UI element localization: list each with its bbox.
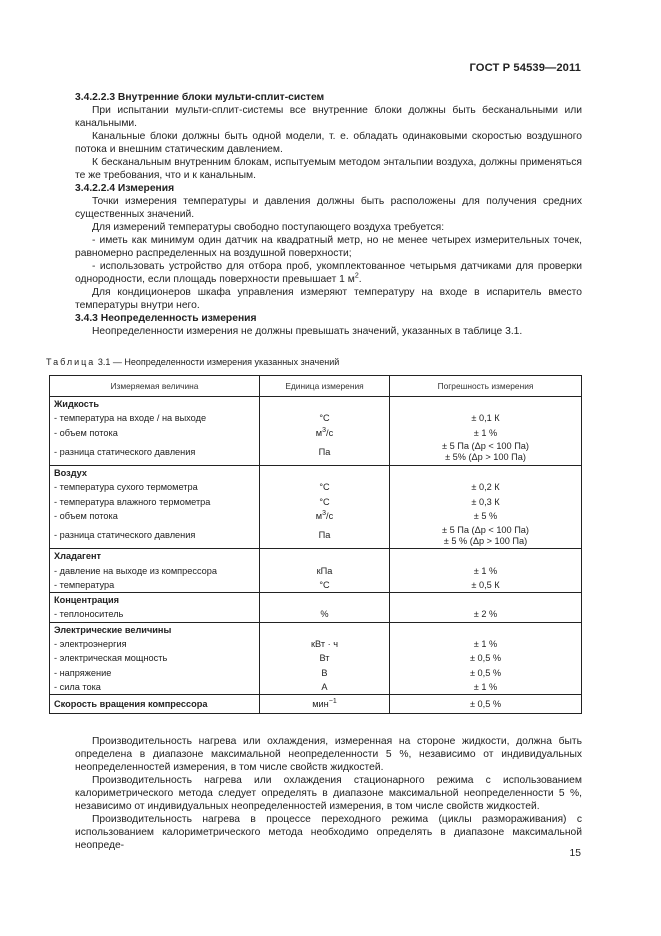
cell-error: ± 5 Па (Δр < 100 Па) ± 5% (Δр > 100 Па) (390, 440, 582, 466)
cell-quantity: - температура сухого термометра (50, 480, 260, 494)
cell-quantity: - разница статического давления (50, 523, 260, 549)
paragraph: К бесканальным внутренним блокам, испытуемым методом энтальпии воздуха, должны применяться те же требования, что и к канальным. (75, 157, 582, 181)
cell-error: ± 1 % (390, 637, 582, 651)
cell-unit: $м^3/с$ (260, 426, 390, 440)
cell-quantity: - теплоноситель (50, 607, 260, 622)
table-row (50, 607, 582, 622)
table-row (50, 494, 582, 508)
table-row (50, 509, 582, 523)
cell-error: ± 1 % (390, 680, 582, 695)
column-header: Измеряемая величина (50, 376, 260, 397)
page-number: 15 (569, 848, 581, 859)
body-text-top (75, 91, 582, 338)
group-label: Жидкость (50, 397, 260, 412)
section-heading-3-4-2-2-4: 3.4.2.2.4 Измерения (75, 183, 175, 194)
table-caption (46, 357, 339, 367)
paragraph: Производительность нагрева или охлаждения стационарного режима с использованием калориметрического метода следует определять в диапазоне максимальной неопределенности 5 %, независимо от индивидуальных неопределенностей измерения, в том числе свойств жидкостей. (75, 775, 582, 812)
cell-unit: °С (260, 480, 390, 494)
uncertainty-table (49, 375, 582, 714)
group-label: Электрические величины (50, 622, 260, 637)
group-label: Хладагент (50, 549, 260, 564)
list-item: - использовать устройство для отбора проб, укомплектованное четырьмя датчиками для проверки однородности, если площадь поверхности превышает 1 $м^2$. (75, 261, 582, 285)
cell-error: ± 0,5 % (390, 665, 582, 679)
table-row (50, 411, 582, 425)
cell-unit: кПа (260, 563, 390, 577)
table-group-row (50, 592, 582, 607)
cell-unit: $м^3/с$ (260, 509, 390, 523)
cell-unit: А (260, 680, 390, 695)
section-heading-3-4-3: 3.4.3 Неопределенность измерения (75, 313, 257, 324)
table-row (50, 637, 582, 651)
cell-error: ± 0,1 К (390, 411, 582, 425)
table-caption-text: 3.1 — Неопределенности измерения указанных значений (97, 357, 340, 367)
cell-error: ± 0,5 % (390, 651, 582, 665)
cell-error: ± 1 % (390, 426, 582, 440)
cell-unit: Па (260, 523, 390, 549)
table-row (50, 665, 582, 679)
cell-unit: % (260, 607, 390, 622)
paragraph: При испытании мульти-сплит-системы все внутренние блоки должны быть бесканальными или канальными. (75, 105, 582, 129)
table-row (50, 426, 582, 440)
table-caption-label: Таблица (46, 357, 96, 367)
cell-unit: Вт (260, 651, 390, 665)
cell-error: ± 1 % (390, 563, 582, 577)
cell-unit: Па (260, 440, 390, 466)
cell-error: ± 5 Па (Δр < 100 Па) ± 5 % (Δр > 100 Па) (390, 523, 582, 549)
cell-error: ± 0,2 К (390, 480, 582, 494)
cell-quantity: - давление на выходе из компрессора (50, 563, 260, 577)
cell-quantity: - температура влажного термометра (50, 494, 260, 508)
group-label: Воздух (50, 465, 260, 480)
table-row (50, 480, 582, 494)
cell-error: ± 0,5 % (390, 695, 582, 714)
cell-error: ± 0,5 К (390, 578, 582, 593)
paragraph: Для кондиционеров шкафа управления измеряют температуру на входе в испаритель вместо температуры внутри него. (75, 287, 582, 311)
cell-quantity: - электрическая мощность (50, 651, 260, 665)
paragraph: Канальные блоки должны быть одной модели, т. е. обладать одинаковыми скоростью воздушного потока и внешним статическим давлением. (75, 131, 582, 155)
cell-unit: мин$^{-1}$ (260, 695, 390, 714)
table-group-row (50, 465, 582, 480)
column-header: Погрешность измерения (390, 376, 582, 397)
body-text-bottom (75, 735, 582, 852)
cell-quantity: - разница статического давления (50, 440, 260, 466)
cell-error: ± 5 % (390, 509, 582, 523)
cell-unit: кВт · ч (260, 637, 390, 651)
cell-quantity: - объем потока (50, 509, 260, 523)
group-label: Концентрация (50, 592, 260, 607)
cell-quantity: - электроэнергия (50, 637, 260, 651)
table-group-row (50, 549, 582, 564)
cell-quantity: - температура (50, 578, 260, 593)
paragraph: Неопределенности измерения не должны превышать значений, указанных в таблице 3.1. (92, 326, 523, 337)
cell-error: ± 0,3 К (390, 494, 582, 508)
cell-unit: °С (260, 578, 390, 593)
section-heading-3-4-2-2-3: 3.4.2.2.3 Внутренние блоки мульти-сплит-систем (75, 92, 325, 103)
table-row (50, 695, 582, 714)
cell-quantity: - напряжение (50, 665, 260, 679)
cell-quantity: Скорость вращения компрессора (50, 695, 260, 714)
paragraph: Производительность нагрева в процессе переходного режима (циклы размораживания) с использованием калориметрического метода необходимо определять в диапазоне максимальной неопреде- (75, 814, 582, 851)
table-header-row (50, 376, 582, 397)
cell-error: ± 2 % (390, 607, 582, 622)
cell-quantity: - сила тока (50, 680, 260, 695)
table-group-row (50, 622, 582, 637)
cell-unit: В (260, 665, 390, 679)
paragraph: Производительность нагрева или охлаждения, измеренная на стороне жидкости, должна быть определена в диапазоне максимальной неопределенности 5 %, независимо от индивидуальных неопределенностей измерения, в том числе свойств жидкостей. (75, 736, 582, 773)
table-row (50, 523, 582, 549)
column-header: Единица измерения (260, 376, 390, 397)
table-row (50, 440, 582, 466)
paragraph: Точки измерения температуры и давления должны быть расположены для получения средних существенных значений. (75, 196, 582, 220)
cell-quantity: - объем потока (50, 426, 260, 440)
paragraph: Для измерений температуры свободно поступающего воздуха требуется: (92, 222, 445, 233)
list-item: - иметь как минимум один датчик на квадратный метр, но не менее четырех измерительных точек, равномерно распределенных на воздушной поверхности; (75, 235, 582, 259)
table-row (50, 578, 582, 593)
table-row (50, 680, 582, 695)
cell-unit: °С (260, 411, 390, 425)
cell-unit: °С (260, 494, 390, 508)
table-group-row (50, 397, 582, 412)
cell-quantity: - температура на входе / на выходе (50, 411, 260, 425)
table-row (50, 651, 582, 665)
table-row (50, 563, 582, 577)
document-id: ГОСТ Р 54539—2011 (469, 62, 581, 74)
